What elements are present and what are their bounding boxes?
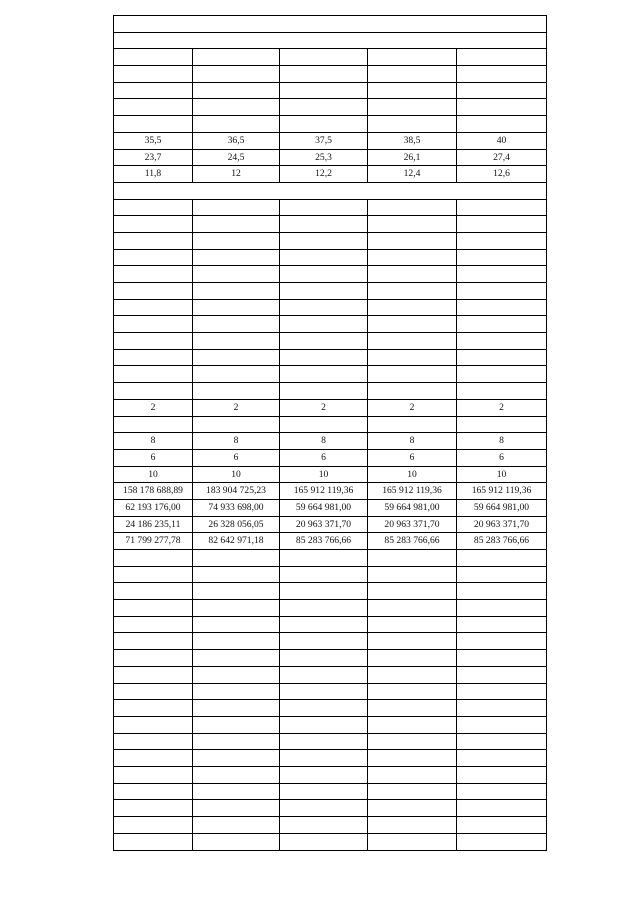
table-cell bbox=[457, 49, 546, 65]
table-cell bbox=[193, 834, 280, 851]
table-cell bbox=[280, 417, 368, 433]
table-cell bbox=[114, 717, 193, 733]
table-cell: 59 664 981,00 bbox=[280, 500, 368, 516]
table-cell: 8 bbox=[280, 433, 368, 449]
table-row bbox=[114, 66, 546, 83]
table-cell: 11,8 bbox=[114, 166, 193, 182]
table-cell: 6 bbox=[368, 450, 457, 466]
table-cell bbox=[193, 333, 280, 349]
table-row bbox=[114, 350, 546, 367]
table-row bbox=[114, 517, 546, 534]
table-cell: 40 bbox=[496, 134, 507, 146]
table-cell bbox=[457, 734, 546, 750]
table-cell bbox=[114, 233, 193, 249]
table-cell bbox=[193, 266, 280, 282]
table-cell bbox=[457, 583, 546, 599]
table-cell: 82 642 971,18 bbox=[193, 533, 280, 549]
table-cell: 24,5 bbox=[193, 150, 280, 166]
table-cell bbox=[280, 550, 368, 566]
table-cell bbox=[114, 383, 193, 399]
table-cell: 12,6 bbox=[493, 168, 510, 180]
table-cell: 10 bbox=[280, 467, 368, 483]
table-cell bbox=[114, 767, 193, 783]
table-cell bbox=[368, 684, 457, 700]
table-cell bbox=[114, 266, 193, 282]
table-cell bbox=[457, 300, 546, 316]
table-cell bbox=[368, 417, 457, 433]
table-cell bbox=[193, 283, 280, 299]
table-cell bbox=[457, 784, 546, 800]
table-cell bbox=[114, 734, 193, 750]
table-cell bbox=[368, 617, 457, 633]
table-row bbox=[114, 667, 546, 684]
table-cell bbox=[114, 83, 193, 99]
table-cell: 165 912 119,36 bbox=[280, 483, 368, 499]
table-cell: 85 283 766,66 bbox=[473, 535, 530, 547]
table-cell bbox=[193, 717, 280, 733]
table-row bbox=[114, 383, 546, 400]
table-cell bbox=[368, 583, 457, 599]
table-cell: 8 bbox=[368, 433, 457, 449]
table-cell: 2 bbox=[280, 400, 368, 416]
table-cell: 12 bbox=[193, 166, 280, 182]
table-cell bbox=[280, 316, 368, 332]
table-cell bbox=[457, 717, 546, 733]
table-row bbox=[114, 233, 546, 250]
table-row bbox=[114, 483, 546, 500]
table-cell bbox=[114, 350, 193, 366]
table-cell bbox=[457, 266, 546, 282]
table-cell bbox=[193, 817, 280, 833]
table-cell bbox=[114, 99, 193, 115]
table-cell bbox=[114, 417, 193, 433]
table-cell: 12,4 bbox=[368, 166, 457, 182]
table-cell bbox=[193, 650, 280, 666]
table-cell bbox=[368, 350, 457, 366]
table-cell bbox=[114, 116, 193, 132]
table-cell bbox=[368, 784, 457, 800]
table-cell bbox=[114, 600, 193, 616]
table-cell bbox=[368, 316, 457, 332]
table-cell bbox=[457, 834, 546, 851]
table-row bbox=[114, 366, 546, 383]
table-cell bbox=[114, 550, 193, 566]
table-cell: 36,5 bbox=[193, 133, 280, 149]
table-cell bbox=[114, 49, 193, 65]
table-cell bbox=[114, 750, 193, 766]
table-cell bbox=[280, 49, 368, 65]
table-cell: 35,5 bbox=[114, 133, 193, 149]
table-row bbox=[114, 567, 546, 584]
table-cell bbox=[457, 667, 546, 683]
table-row bbox=[114, 49, 546, 66]
table-cell: 26,1 bbox=[368, 150, 457, 166]
table-cell bbox=[193, 633, 280, 649]
table-cell bbox=[193, 583, 280, 599]
table-cell: 8 bbox=[193, 433, 280, 449]
table-cell bbox=[280, 650, 368, 666]
table-cell bbox=[114, 650, 193, 666]
table-row bbox=[114, 216, 546, 233]
table-cell bbox=[193, 66, 280, 82]
table-cell bbox=[368, 233, 457, 249]
table-cell bbox=[368, 750, 457, 766]
table-cell bbox=[193, 567, 280, 583]
table-cell bbox=[280, 350, 368, 366]
table-cell bbox=[457, 567, 546, 583]
table-cell: 25,3 bbox=[280, 150, 368, 166]
table-row bbox=[114, 99, 546, 116]
table-row bbox=[114, 300, 546, 317]
table-row bbox=[114, 817, 546, 834]
table-cell bbox=[193, 233, 280, 249]
table-row bbox=[114, 200, 546, 217]
table-cell bbox=[368, 550, 457, 566]
table-cell: 20 963 371,70 bbox=[368, 517, 457, 533]
table-cell: 27,4 bbox=[493, 151, 510, 163]
table-cell bbox=[114, 633, 193, 649]
table-cell bbox=[280, 684, 368, 700]
table-cell bbox=[193, 700, 280, 716]
table-cell bbox=[368, 767, 457, 783]
table-cell bbox=[193, 383, 280, 399]
table-cell bbox=[280, 834, 368, 851]
table-cell bbox=[368, 817, 457, 833]
table-cell bbox=[457, 83, 546, 99]
table-cell bbox=[280, 700, 368, 716]
table-cell bbox=[457, 333, 546, 349]
table-row bbox=[114, 283, 546, 300]
table-cell bbox=[457, 700, 546, 716]
table-cell bbox=[280, 116, 368, 132]
table-cell bbox=[280, 233, 368, 249]
table-cell bbox=[457, 750, 546, 766]
table-cell bbox=[280, 216, 368, 232]
table-cell bbox=[193, 617, 280, 633]
table-cell: 2 bbox=[193, 400, 280, 416]
table-cell bbox=[193, 99, 280, 115]
table-cell bbox=[368, 83, 457, 99]
table-cell bbox=[457, 817, 546, 833]
table-cell: 2 bbox=[114, 400, 193, 416]
table-cell bbox=[457, 216, 546, 232]
table-cell: 2 bbox=[368, 400, 457, 416]
table-cell bbox=[280, 300, 368, 316]
table-cell bbox=[280, 250, 368, 266]
table-cell: 165 912 119,36 bbox=[368, 483, 457, 499]
table-cell bbox=[193, 784, 280, 800]
table-cell bbox=[368, 600, 457, 616]
table-row bbox=[114, 734, 546, 751]
table-row bbox=[114, 784, 546, 801]
table-row bbox=[114, 834, 546, 851]
table-cell bbox=[114, 300, 193, 316]
table-cell bbox=[280, 784, 368, 800]
table-cell bbox=[368, 116, 457, 132]
table-cell bbox=[114, 316, 193, 332]
table-row bbox=[114, 800, 546, 817]
table-cell: 37,5 bbox=[280, 133, 368, 149]
table-cell bbox=[280, 383, 368, 399]
table-cell bbox=[114, 784, 193, 800]
table-cell bbox=[368, 266, 457, 282]
table-row bbox=[114, 166, 546, 183]
table-cell bbox=[368, 99, 457, 115]
table-cell: 10 bbox=[114, 467, 193, 483]
table-cell bbox=[368, 216, 457, 232]
table-row bbox=[114, 183, 546, 200]
table-cell bbox=[457, 800, 546, 816]
table-row bbox=[114, 133, 546, 150]
table-cell bbox=[114, 583, 193, 599]
table-row bbox=[114, 684, 546, 701]
table-cell bbox=[368, 383, 457, 399]
table-cell bbox=[114, 817, 193, 833]
table-row bbox=[114, 33, 546, 50]
table-cell: 62 193 176,00 bbox=[114, 500, 193, 516]
table-cell bbox=[280, 333, 368, 349]
table-row bbox=[114, 717, 546, 734]
table-cell bbox=[280, 633, 368, 649]
table-cell: 26 328 056,05 bbox=[193, 517, 280, 533]
table-cell bbox=[280, 717, 368, 733]
table-row bbox=[114, 583, 546, 600]
table-cell bbox=[368, 66, 457, 82]
table-cell: 85 283 766,66 bbox=[280, 533, 368, 549]
table-cell bbox=[457, 366, 546, 382]
table-cell bbox=[368, 633, 457, 649]
table-cell bbox=[114, 333, 193, 349]
table-cell bbox=[457, 684, 546, 700]
table-cell bbox=[457, 66, 546, 82]
table-row bbox=[114, 16, 546, 33]
table-cell bbox=[280, 567, 368, 583]
table-cell bbox=[368, 800, 457, 816]
table-cell bbox=[457, 233, 546, 249]
table-cell bbox=[280, 83, 368, 99]
table-cell bbox=[368, 250, 457, 266]
table-cell bbox=[193, 417, 280, 433]
table-cell bbox=[368, 734, 457, 750]
table-cell bbox=[280, 600, 368, 616]
table-cell: 2 bbox=[499, 401, 504, 413]
table-cell bbox=[193, 83, 280, 99]
table-cell bbox=[193, 116, 280, 132]
table-cell bbox=[114, 684, 193, 700]
table-cell: 6 bbox=[280, 450, 368, 466]
table-cell: 23,7 bbox=[114, 150, 193, 166]
table-cell bbox=[457, 650, 546, 666]
table-cell bbox=[368, 200, 457, 216]
table-row bbox=[114, 266, 546, 283]
table-row bbox=[114, 650, 546, 667]
table-cell: 24 186 235,11 bbox=[114, 517, 193, 533]
table-row bbox=[114, 316, 546, 333]
table-row bbox=[114, 750, 546, 767]
table-cell: 6 bbox=[193, 450, 280, 466]
table-cell bbox=[114, 567, 193, 583]
table-cell: 59 664 981,00 bbox=[368, 500, 457, 516]
table-cell bbox=[368, 49, 457, 65]
table-cell bbox=[457, 383, 546, 399]
table-cell: 8 bbox=[499, 435, 504, 447]
table-cell bbox=[114, 800, 193, 816]
table-row bbox=[114, 83, 546, 100]
table-cell bbox=[280, 667, 368, 683]
table-cell bbox=[193, 216, 280, 232]
table-cell: 20 963 371,70 bbox=[473, 518, 530, 530]
table-cell bbox=[280, 283, 368, 299]
table-row bbox=[114, 450, 546, 467]
table-cell bbox=[280, 817, 368, 833]
table-row bbox=[114, 400, 546, 417]
table-cell bbox=[368, 667, 457, 683]
table-cell bbox=[280, 99, 368, 115]
table-row bbox=[114, 433, 546, 450]
table-row bbox=[114, 617, 546, 634]
table-cell bbox=[114, 66, 193, 82]
table-cell: 71 799 277,78 bbox=[114, 533, 193, 549]
table-cell bbox=[368, 650, 457, 666]
table-cell bbox=[457, 600, 546, 616]
table-cell bbox=[368, 717, 457, 733]
table-row bbox=[114, 600, 546, 617]
table-cell bbox=[193, 800, 280, 816]
table-cell bbox=[457, 767, 546, 783]
table-cell bbox=[193, 200, 280, 216]
table-row bbox=[114, 633, 546, 650]
table-cell: 6 bbox=[499, 451, 504, 463]
table-cell bbox=[114, 617, 193, 633]
table-cell bbox=[193, 49, 280, 65]
table-cell: 74 933 698,00 bbox=[193, 500, 280, 516]
table-cell bbox=[193, 550, 280, 566]
table-row bbox=[114, 767, 546, 784]
table-cell bbox=[457, 550, 546, 566]
table-cell bbox=[457, 350, 546, 366]
table-cell bbox=[457, 617, 546, 633]
table-cell: 20 963 371,70 bbox=[280, 517, 368, 533]
table-row bbox=[114, 700, 546, 717]
table-cell bbox=[368, 834, 457, 851]
table-cell bbox=[457, 633, 546, 649]
table-cell: 12,2 bbox=[280, 166, 368, 182]
table-cell bbox=[193, 250, 280, 266]
table-cell: 6 bbox=[114, 450, 193, 466]
table-cell bbox=[193, 767, 280, 783]
table-cell: 59 664 981,00 bbox=[473, 501, 530, 513]
table-row bbox=[114, 150, 546, 167]
table-cell bbox=[368, 283, 457, 299]
table-cell bbox=[280, 767, 368, 783]
table-row bbox=[114, 550, 546, 567]
table-cell bbox=[193, 350, 280, 366]
table-cell bbox=[280, 366, 368, 382]
table-cell bbox=[114, 834, 193, 851]
table-cell: 38,5 bbox=[368, 133, 457, 149]
table-cell: 10 bbox=[368, 467, 457, 483]
table-row bbox=[114, 500, 546, 517]
table-row bbox=[114, 533, 546, 550]
table-cell bbox=[368, 567, 457, 583]
table-cell bbox=[280, 800, 368, 816]
table-cell bbox=[368, 700, 457, 716]
table-cell bbox=[368, 333, 457, 349]
table-cell bbox=[114, 250, 193, 266]
table-cell bbox=[457, 283, 546, 299]
table-cell bbox=[193, 316, 280, 332]
table-cell bbox=[280, 266, 368, 282]
table-row bbox=[114, 467, 546, 484]
table-cell bbox=[114, 283, 193, 299]
table-cell: 10 bbox=[496, 468, 507, 480]
table-cell bbox=[457, 99, 546, 115]
table-cell bbox=[280, 734, 368, 750]
table-cell bbox=[457, 200, 546, 216]
table-cell bbox=[368, 366, 457, 382]
table-cell bbox=[114, 216, 193, 232]
table-cell: 10 bbox=[193, 467, 280, 483]
table-row bbox=[114, 116, 546, 133]
table-cell bbox=[280, 617, 368, 633]
table-cell: 158 178 688,89 bbox=[114, 483, 193, 499]
table-cell bbox=[114, 200, 193, 216]
table-cell: 183 904 725,23 bbox=[193, 483, 280, 499]
table-cell: 85 283 766,66 bbox=[368, 533, 457, 549]
table-cell bbox=[193, 667, 280, 683]
table-cell bbox=[457, 116, 546, 132]
table-cell bbox=[193, 366, 280, 382]
table-cell bbox=[457, 250, 546, 266]
table-cell bbox=[193, 600, 280, 616]
table-cell bbox=[193, 684, 280, 700]
table-cell bbox=[280, 583, 368, 599]
table-cell bbox=[280, 66, 368, 82]
table-cell bbox=[280, 200, 368, 216]
table-cell bbox=[368, 300, 457, 316]
data-table bbox=[113, 15, 547, 851]
table-cell: 165 912 119,36 bbox=[471, 485, 532, 497]
table-cell bbox=[280, 750, 368, 766]
table-cell bbox=[457, 316, 546, 332]
table-cell bbox=[457, 417, 546, 433]
table-row bbox=[114, 333, 546, 350]
table-cell bbox=[114, 366, 193, 382]
table-cell bbox=[193, 300, 280, 316]
table-cell bbox=[114, 700, 193, 716]
table-cell bbox=[193, 750, 280, 766]
table-cell: 8 bbox=[114, 433, 193, 449]
table-row bbox=[114, 250, 546, 267]
table-cell bbox=[114, 667, 193, 683]
table-row bbox=[114, 417, 546, 434]
table-cell bbox=[193, 734, 280, 750]
